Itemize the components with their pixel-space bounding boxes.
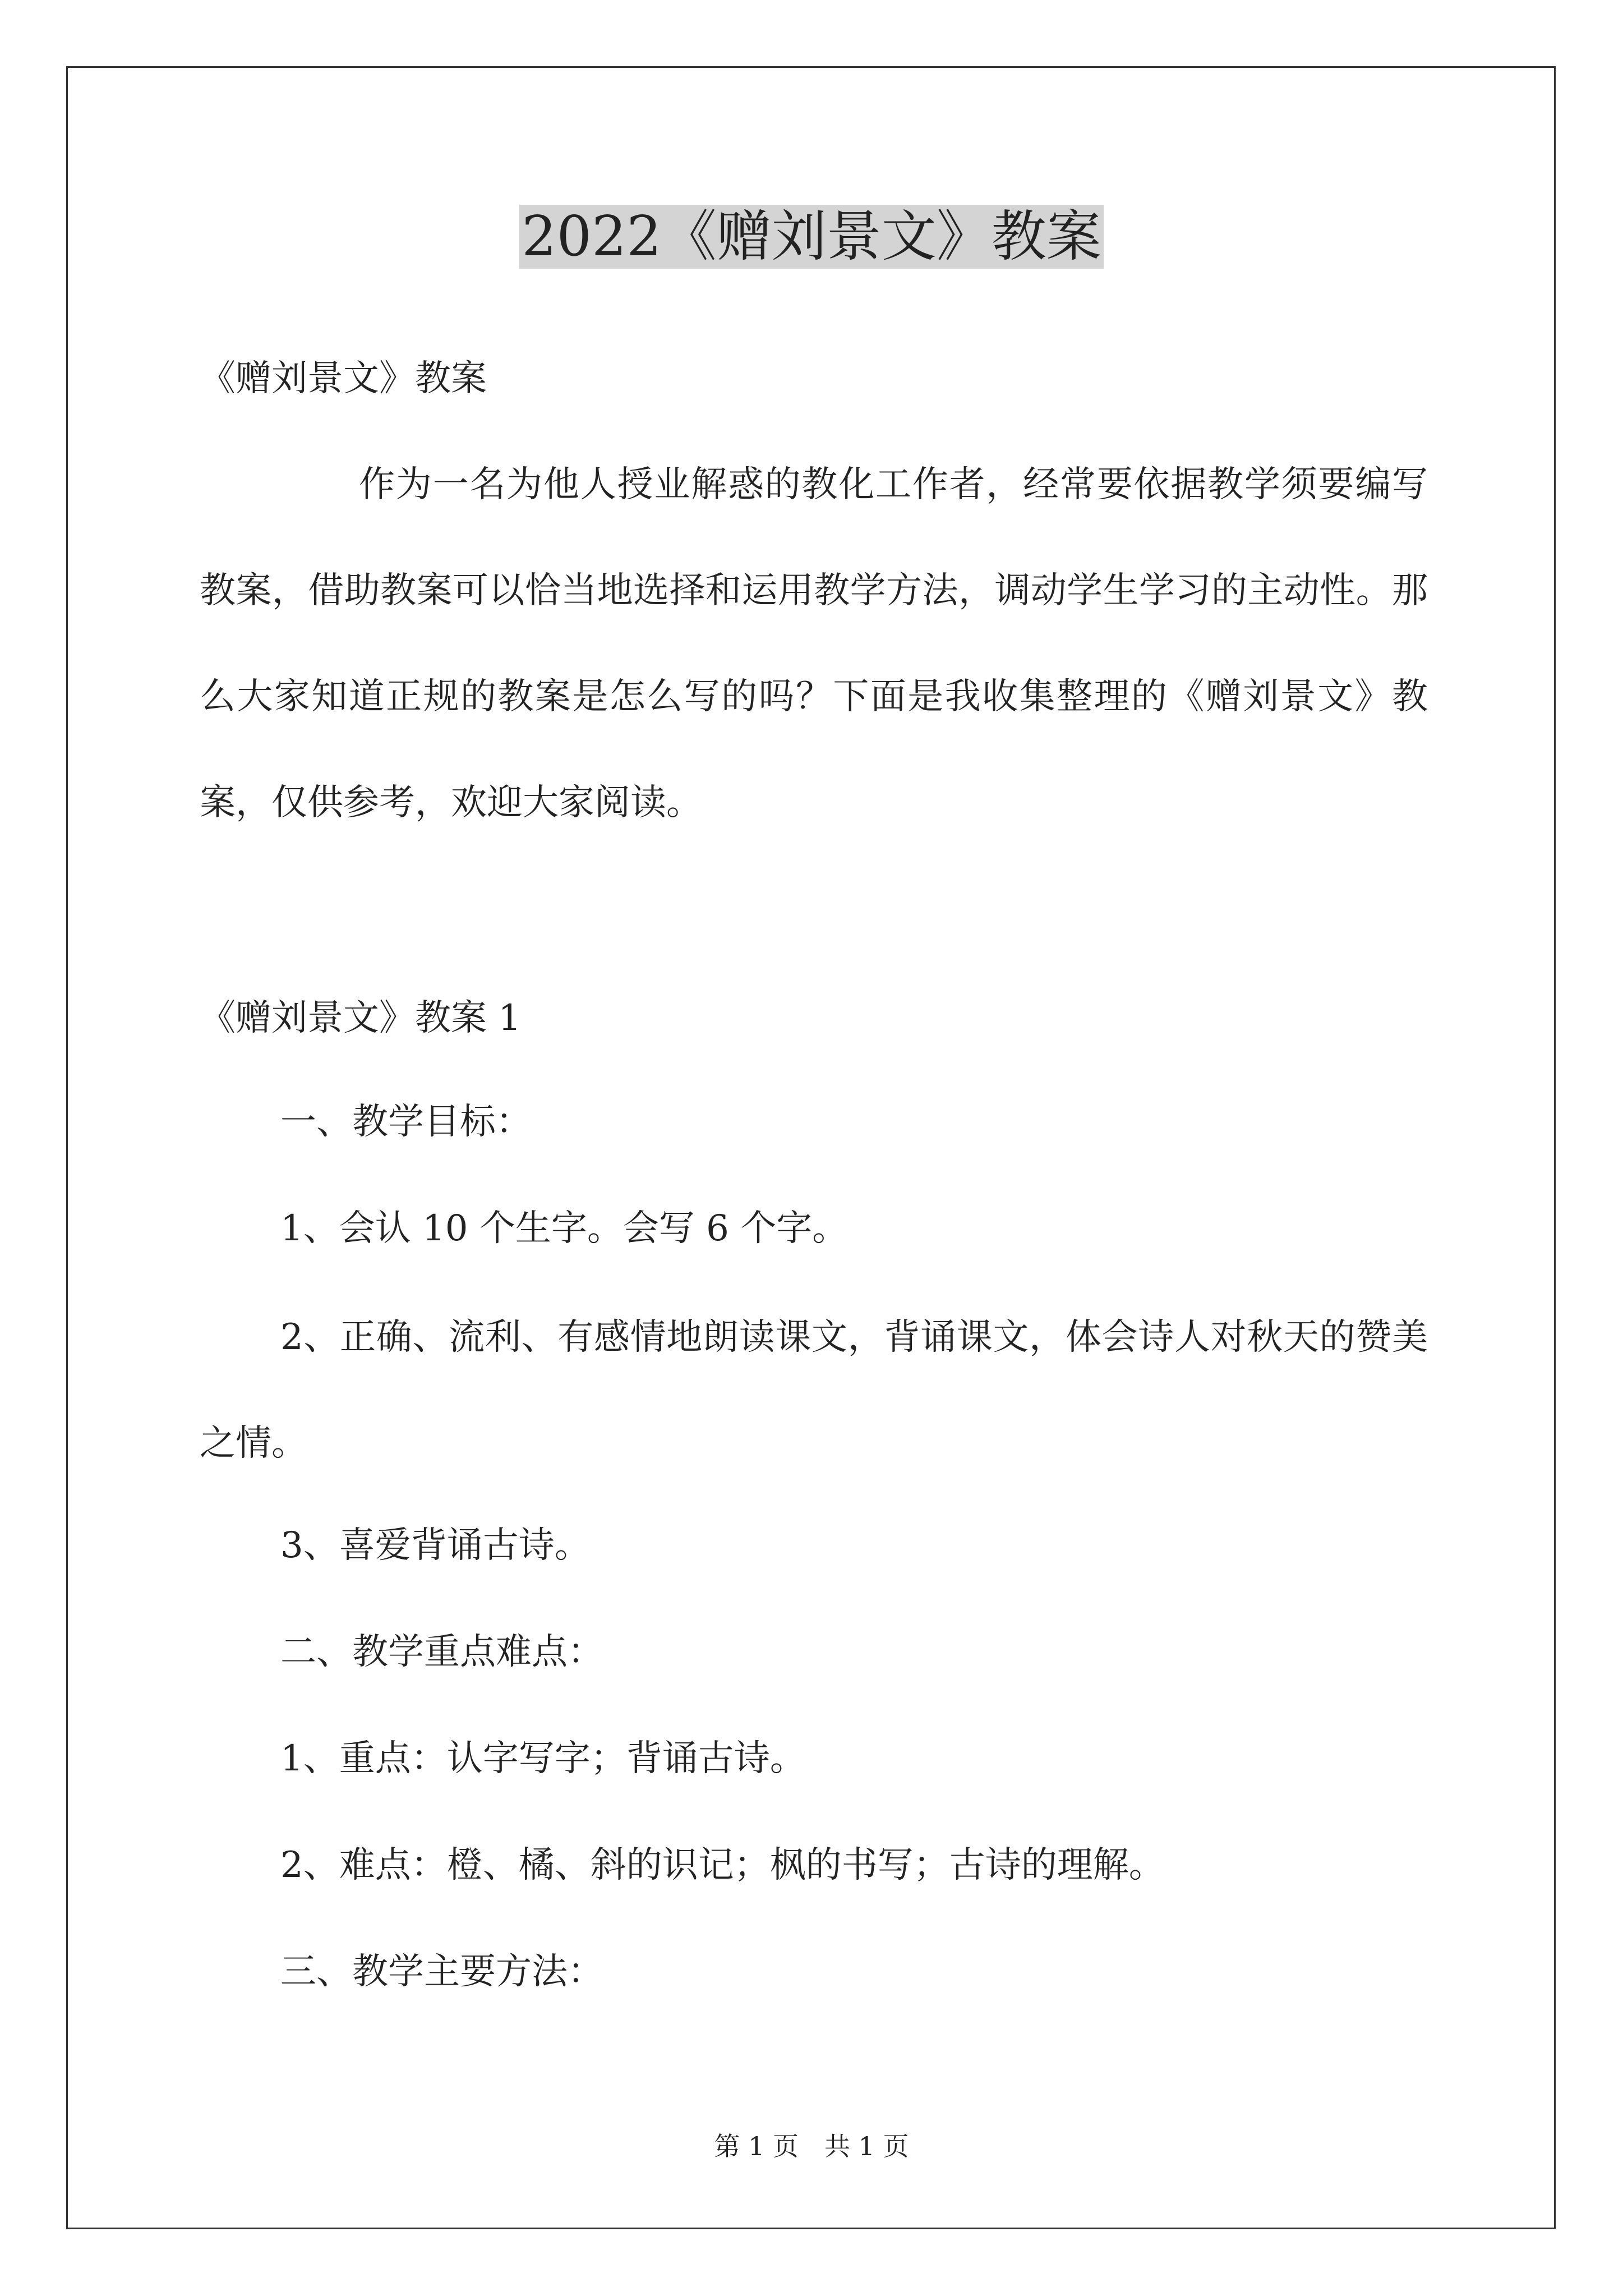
document-title bbox=[0, 197, 1623, 276]
page-footer: 第 1 页 共 1 页 bbox=[714, 2131, 909, 2161]
list-item-key-point: 1、重点：认字写字；背诵古诗。 bbox=[280, 1738, 806, 1779]
intro-paragraph: 作为一名为他人授业解惑的教化工作者，经常要依据教学须要编写教案，借助教案可以恰当地选择和运用教学方法，调动学生学习的主动性。那么大家知道正规的教案是怎么写的吗？下面是我收集整理的《赠刘景文》教案，仅供参考，欢迎大家阅读。 bbox=[200, 464, 1428, 823]
list-item-objective-3: 3、喜爱背诵古诗。 bbox=[280, 1525, 591, 1566]
title-highlight: 2022《赠刘景文》教案 bbox=[519, 205, 1103, 269]
list-item-key-points-heading: 二、教学重点难点： bbox=[280, 1631, 603, 1673]
list-item-objective-2: 2、正确、流利、有感情地朗读课文，背诵课文，体会诗人对秋天的赞美之情。 bbox=[200, 1317, 1428, 1464]
section-heading: 《赠刘景文》教案 1 bbox=[200, 997, 522, 1039]
list-item-objective-1: 1、会认 10 个生字。会写 6 个字。 bbox=[280, 1208, 849, 1249]
document-subtitle: 《赠刘景文》教案 bbox=[200, 358, 487, 399]
list-item-difficult-point: 2、难点：橙、橘、斜的识记；枫的书写；古诗的理解。 bbox=[280, 1844, 1165, 1886]
list-item-methods-heading: 三、教学主要方法： bbox=[280, 1951, 603, 1993]
list-item-objectives-heading: 一、教学目标： bbox=[280, 1101, 532, 1143]
